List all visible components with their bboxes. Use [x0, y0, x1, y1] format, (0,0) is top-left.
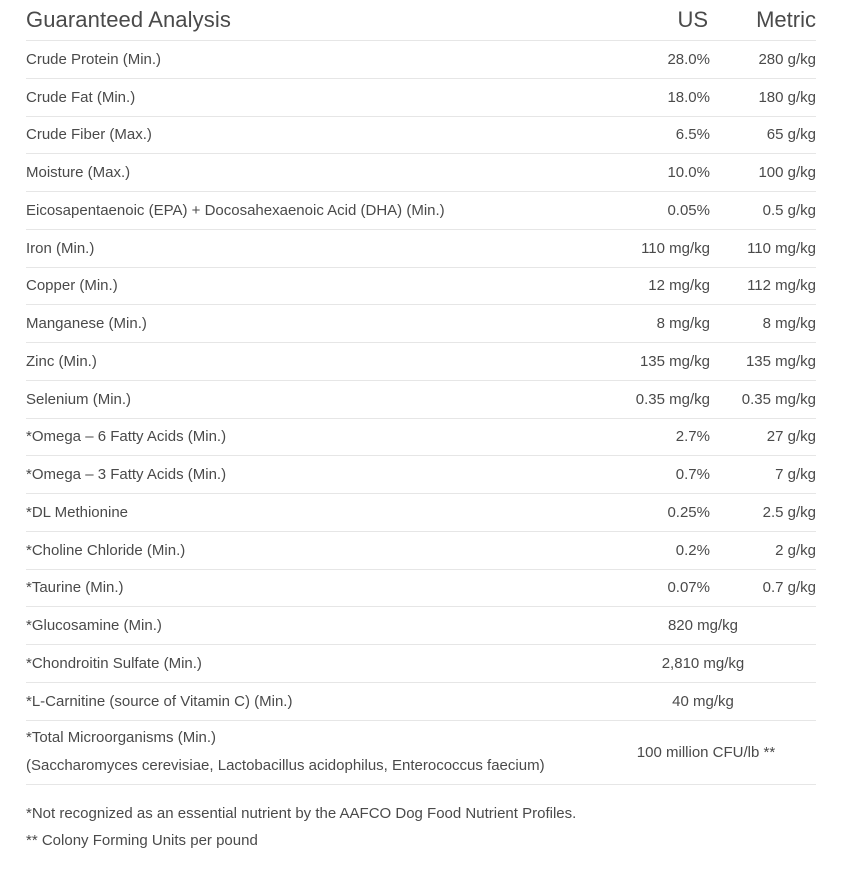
value-metric: 0.5 g/kg	[762, 201, 816, 219]
nutrient-name: Selenium (Min.)	[26, 390, 132, 408]
nutrient-name: Crude Fat (Min.)	[26, 88, 136, 106]
value-metric: 0.7 g/kg	[762, 579, 816, 597]
footnote-aafco: *Not recognized as an essential nutrient by the AAFCO Dog Food Nutrient Profiles.	[26, 805, 577, 822]
nutrient-name: *Glucosamine (Min.)	[26, 617, 162, 635]
table-body	[26, 41, 816, 721]
nutrient-name: Manganese (Min.)	[26, 315, 147, 333]
value-us: 0.2%	[675, 541, 710, 559]
value-us: 12 mg/kg	[648, 277, 710, 295]
table-row	[26, 305, 816, 343]
table-row	[26, 570, 816, 608]
table-row	[26, 494, 816, 532]
nutrient-name: *L-Carnitine (source of Vitamin C) (Min.)	[26, 692, 293, 710]
value-us: 135 mg/kg	[639, 352, 710, 370]
value-metric: 110 mg/kg	[747, 239, 816, 257]
value-us: 0.7%	[675, 466, 710, 484]
nutrient-value: 820 mg/kg	[667, 617, 739, 635]
nutrient-name: *DL Methionine	[26, 503, 129, 521]
value-us: 0.35 mg/kg	[635, 390, 710, 408]
table-row	[26, 532, 816, 570]
nutrient-name: Zinc (Min.)	[26, 352, 97, 370]
nutrient-value: 40 mg/kg	[672, 692, 734, 710]
table-row	[26, 645, 816, 683]
value-us: 0.07%	[667, 579, 710, 597]
nutrient-name: Moisture (Max.)	[26, 164, 131, 182]
value-metric: 100 g/kg	[758, 164, 816, 182]
value-metric: 65 g/kg	[766, 126, 816, 144]
value-metric: 8 mg/kg	[762, 315, 816, 333]
table-row	[26, 683, 816, 721]
value-us: 18.0%	[667, 88, 710, 106]
value-metric: 135 mg/kg	[745, 352, 816, 370]
value-metric: 2.5 g/kg	[762, 503, 816, 521]
table-row	[26, 343, 816, 381]
column-header-us: US	[677, 7, 708, 32]
nutrient-name	[26, 724, 596, 780]
footnote-cfu: ** Colony Forming Units per pound	[26, 832, 258, 849]
value-metric: 0.35 mg/kg	[741, 390, 816, 408]
value-us: 0.25%	[667, 503, 710, 521]
table-row	[26, 230, 816, 268]
table-row	[26, 607, 816, 645]
footnotes	[26, 800, 576, 854]
value-metric: 7 g/kg	[775, 466, 816, 484]
value-metric: 280 g/kg	[758, 50, 816, 68]
table-row	[26, 456, 816, 494]
table-row	[26, 79, 816, 117]
nutrient-name: Crude Protein (Min.)	[26, 50, 162, 68]
table-row	[26, 268, 816, 306]
nutrient-value: 2,810 mg/kg	[661, 654, 745, 672]
nutrient-name: Eicosapentaenoic (EPA) + Docosahexaenoic Acid (DHA) (Min.)	[26, 201, 445, 219]
guaranteed-analysis-table	[26, 0, 816, 785]
value-metric: 2 g/kg	[775, 541, 816, 559]
table-header	[26, 0, 816, 41]
column-header-metric: Metric	[756, 7, 816, 32]
value-metric: 180 g/kg	[758, 88, 816, 106]
nutrient-name: Copper (Min.)	[26, 277, 118, 295]
value-us: 8 mg/kg	[656, 315, 710, 333]
nutrient-name: *Omega – 3 Fatty Acids (Min.)	[26, 466, 227, 484]
value-us: 28.0%	[667, 50, 710, 68]
table-row	[26, 154, 816, 192]
nutrient-name: *Chondroitin Sulfate (Min.)	[26, 654, 202, 672]
value-us: 6.5%	[675, 126, 710, 144]
table-row	[26, 117, 816, 155]
value-us: 110 mg/kg	[641, 239, 710, 257]
nutrient-name: Crude Fiber (Max.)	[26, 126, 152, 144]
value-us: 0.05%	[667, 201, 710, 219]
table-row-total-microorganisms	[26, 721, 816, 785]
table-row	[26, 381, 816, 419]
nutrient-name: *Omega – 6 Fatty Acids (Min.)	[26, 428, 227, 446]
nutrient-name: *Choline Chloride (Min.)	[26, 541, 186, 559]
value-metric: 27 g/kg	[766, 428, 816, 446]
table-row	[26, 419, 816, 457]
nutrient-value: 100 million CFU/lb **	[636, 743, 776, 761]
nutrient-name: *Taurine (Min.)	[26, 579, 124, 597]
table-row	[26, 41, 816, 79]
nutrient-name-line2: (Saccharomyces cerevisiae, Lactobacillus acidophilus, Enterococcus faecium)	[26, 757, 545, 774]
nutrient-name: Iron (Min.)	[26, 239, 95, 257]
value-us: 10.0%	[667, 164, 710, 182]
value-us: 2.7%	[675, 428, 710, 446]
nutrient-name-line1: *Total Microorganisms (Min.)	[26, 729, 217, 746]
table-row	[26, 192, 816, 230]
value-metric: 112 mg/kg	[747, 277, 816, 295]
table-title: Guaranteed Analysis	[26, 7, 231, 32]
